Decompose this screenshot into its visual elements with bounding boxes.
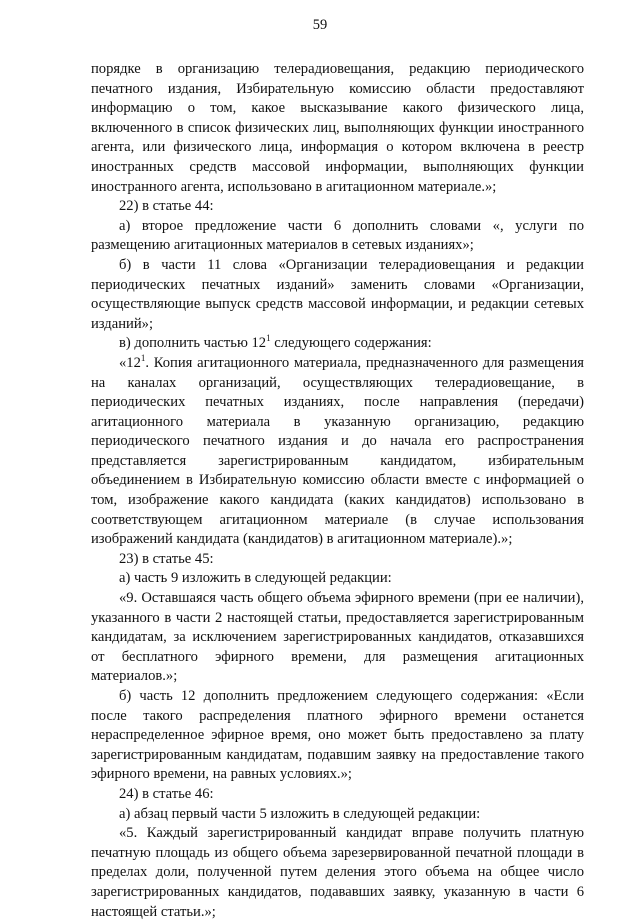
page-number: 59 bbox=[312, 17, 328, 33]
paragraph-item-24: 24) в статье 46: bbox=[119, 785, 214, 802]
paragraph-part-5: «5. Каждый зарегистрированный кандидат вправе получить платную печатную площадь из общего объема зарезервированной печатной площади в пределах доли, полученной путем деления этого объема на общее число зарегистрированных кандидатов, подававших заявку, указанную в части 6 настоящей статьи.»; bbox=[91, 825, 584, 920]
paragraph-item-24a: а) абзац первый части 5 изложить в следующей редакции: bbox=[119, 805, 481, 822]
text-segment: . Копия агитационного материала, предназначенного для размещения на каналах организаций, осуществляющих телерадиовещание, в периодических печатных изданиях, после направления (передачи) агитационного материала в указанную организацию, редакцию периодического печатного издания и до начала его распространения представляется зарегистрированным кандидатом, избирательным объединением в Избирательную комиссию области вместе с информацией о том, изображение какого кандидата (каких кандидатов) использовано в соответствующем агитационном материале (в случае использования изображений кандидата (кандидатов) в агитационном материале).»; bbox=[91, 354, 584, 548]
paragraph-item-22b: б) в части 11 слова «Организации телерадиовещания и редакции периодических печатных изданий» заменить словами «Организации, осуществляющие выпуск средств массовой информации, и редакции сетевых изданий»; bbox=[91, 256, 584, 332]
superscript: 1 bbox=[266, 333, 271, 344]
text-segment: в) дополнить частью 12 bbox=[119, 335, 267, 352]
paragraph-item-22v bbox=[91, 334, 584, 354]
document-body bbox=[91, 60, 584, 922]
paragraph-part-9: «9. Оставшаяся часть общего объема эфирного времени (при ее наличии), указанного в части 2 настоящей статьи, предоставляется зарегистрированным кандидатам, за исключением зарегистрированных кандидатов, отказавшихся от бесплатного эфирного времени, для размещения агитационных материалов.»; bbox=[91, 590, 584, 685]
text-segment: «12 bbox=[119, 354, 141, 371]
text-segment: следующего содержания: bbox=[270, 335, 432, 352]
superscript: 1 bbox=[140, 353, 146, 364]
paragraph-part-12-1 bbox=[91, 354, 584, 550]
paragraph-item-23: 23) в статье 45: bbox=[119, 550, 214, 567]
paragraph-item-23b: б) часть 12 дополнить предложением следующего содержания: «Если после такого распределения платного эфирного времени останется нераспределенное эфирное время, оно может быть предоставлено за плату зарегистрированным кандидатам, подавшим заявку на предоставление такого эфирного времени, на равных условиях.»; bbox=[91, 688, 584, 783]
paragraph-item-22a: а) второе предложение части 6 дополнить словами «, услуги по размещению агитационных материалов в сетевых изданиях»; bbox=[91, 217, 584, 254]
paragraph-item-22: 22) в статье 44: bbox=[119, 198, 214, 215]
paragraph-continuation: порядке в организацию телерадиовещания, редакцию периодического печатного издания, Избирательную комиссию области предоставляют информацию о том, какое высказывание какого физического лица, включенного в список физических лиц, выполняющих функции иностранного агента, или физического лица, информация о котором включена в реестр иностранных средств массовой информации, выполняющих функции иностранного агента, использовано в агитационном материале.»; bbox=[91, 61, 584, 195]
paragraph-item-23a: а) часть 9 изложить в следующей редакции: bbox=[119, 570, 392, 587]
